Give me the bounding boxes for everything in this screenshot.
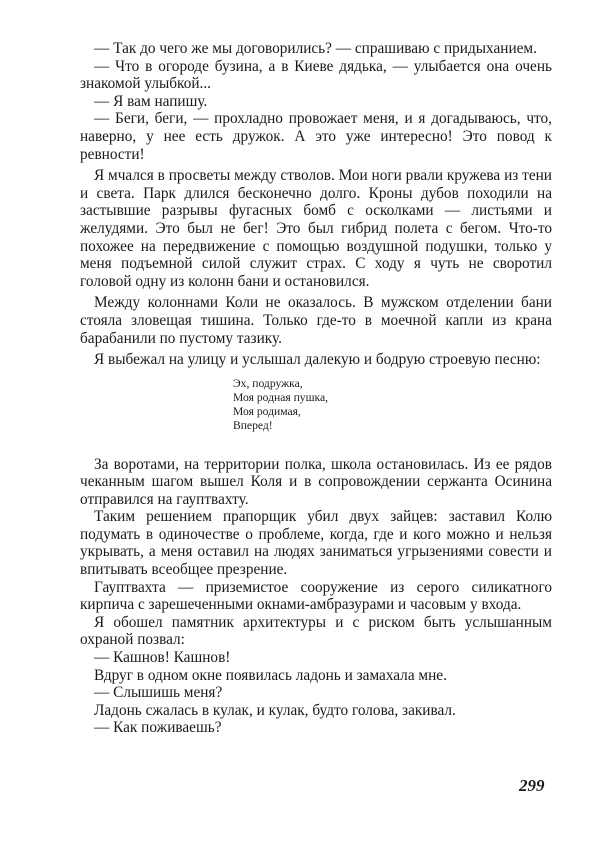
dialogue-line: — Слышишь меня? — [94, 684, 223, 702]
song-verse — [233, 377, 552, 434]
text-body — [80, 40, 552, 737]
paragraph: — Что в огороде бузина, а в Киеве дядька, — улыбается она очень знакомой улыбкой... — [80, 57, 552, 93]
paragraph: Я мчался в просветы между стволов. Мои ноги рвали кружева из тени и света. Парк длился бесконечно долго. Кроны дубов походили на застывшие разрывы фугасных бомб с осколками — листьями и желудями. Это был не бег! Это был гибрид полета с бегом. Что-то похожее на передвижение с помощью воздушной подушки, только у меня подъемной силой служит страх. С ходу я чуть не своротил головой одну из колонн бани и остановился. — [80, 167, 552, 290]
dialogue-line: — Как поживаешь? — [94, 719, 222, 737]
paragraph: Вдруг в одном окне появилась ладонь и замахала мне. — [94, 666, 447, 684]
paragraph: Ладонь сжалась в кулак, и кулак, будто голова, закивал. — [94, 701, 456, 719]
paragraph: Между колоннами Коли не оказалось. В мужском отделении бани стояла зловещая тишина. Только где-то в моечной капли из крана барабанили по пустому тазику. — [80, 294, 552, 347]
paragraph: — Я вам напишу. — [94, 92, 208, 110]
verse-line: Эх, подружка, — [233, 376, 303, 390]
paragraph: Таким решением прапорщик убил двух зайцев: заставил Колю подумать в одиночестве о проблеме, когда, где и кого можно и нельзя укрывать, а меня оставил на людях заниматься угрызениями совести и впитывать всеобщее презрение. — [80, 508, 552, 579]
dialogue-line: — Кашнов! Кашнов! — [94, 649, 231, 667]
paragraph: Гауптвахта — приземистое сооружение из серого силикатного кирпича с зарешеченными окнами-амбразурами и часовым у входа. — [80, 578, 552, 614]
paragraph: Я выбежал на улицу и услышал далекую и бодрую строевую песню: — [94, 351, 541, 369]
paragraph: Я обошел памятник архитектуры и с риском быть услышанным охраной позвал: — [80, 613, 552, 649]
page-number: 299 — [519, 776, 545, 795]
verse-line: Вперед! — [233, 419, 273, 433]
paragraph: — Беги, беги, — прохладно провожает меня, и я догадываюсь, что, наверно, у нее есть дружок. А это уже интересно! Это повод к ревности! — [80, 110, 552, 163]
paragraph: — Так до чего же мы договорились? — спрашиваю с придыханием. — [94, 40, 537, 57]
paragraph: За воротами, на территории полка, школа остановилась. Из ее рядов чеканным шагом вышел Коля и в сопровождении сержанта Осинина отправился на гауптвахту. — [80, 455, 552, 508]
verse-line: Моя родная пушка, — [233, 390, 328, 404]
verse-line: Моя родимая, — [233, 405, 301, 419]
